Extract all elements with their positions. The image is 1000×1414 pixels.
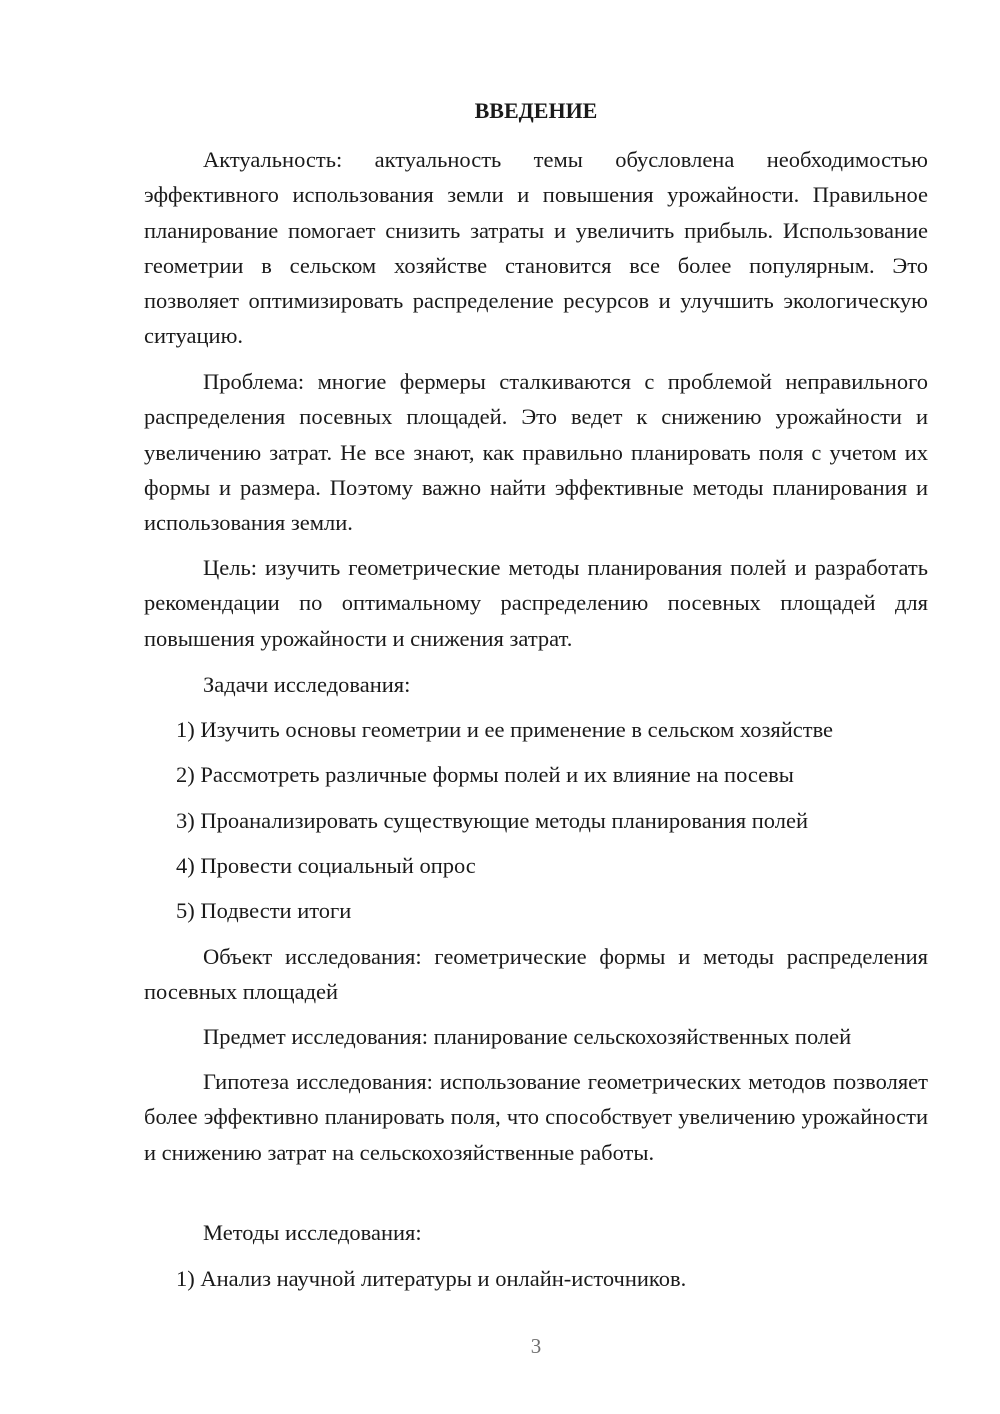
task-item: 1) Изучить основы геометрии и ее применение в сельском хозяйстве — [176, 717, 834, 742]
problem-paragraph: Проблема: многие фермеры сталкиваются с проблемой неправильного распределения посевных площадей. Это ведет к снижению урожайности и увеличению затрат. Не все знают, как правильно планировать поля с учетом их формы и размера. Поэтому важно найти эффективные методы планирования и использования земли. — [144, 369, 928, 536]
task-item: 2) Рассмотреть различные формы полей и их влияние на посевы — [176, 762, 794, 787]
task-item: 3) Проанализировать существующие методы планирования полей — [176, 808, 809, 833]
page-number: 3 — [530, 1334, 542, 1358]
object-paragraph: Объект исследования: геометрические формы и методы распределения посевных площадей — [144, 944, 928, 1005]
task-item: 4) Провести социальный опрос — [176, 853, 476, 878]
page-title: ВВЕДЕНИЕ — [474, 98, 598, 123]
hypothesis-paragraph: Гипотеза исследования: использование геометрических методов позволяет более эффективно планировать поля, что способствует увеличению урожайности и снижению затрат на сельскохозяйственные работы. — [144, 1069, 928, 1165]
subject-paragraph: Предмет исследования: планирование сельскохозяйственных полей — [203, 1024, 852, 1049]
method-item: 1) Анализ научной литературы и онлайн-источников. — [176, 1266, 687, 1291]
goal-paragraph: Цель: изучить геометрические методы планирования полей и разработать рекомендации по оптимальному распределению посевных площадей для повышения урожайности и снижения затрат. — [144, 555, 928, 651]
methods-heading: Методы исследования: — [203, 1220, 422, 1245]
task-item: 5) Подвести итоги — [176, 898, 352, 923]
relevance-paragraph: Актуальность: актуальность темы обусловлена необходимостью эффективного использования земли и повышения урожайности. Правильное планирование помогает снизить затраты и увеличить прибыль. Использование геометрии в сельском хозяйстве становится все более популярным. Это позволяет оптимизировать распределение ресурсов и улучшить экологическую ситуацию. — [144, 147, 928, 349]
tasks-heading: Задачи исследования: — [203, 672, 411, 697]
